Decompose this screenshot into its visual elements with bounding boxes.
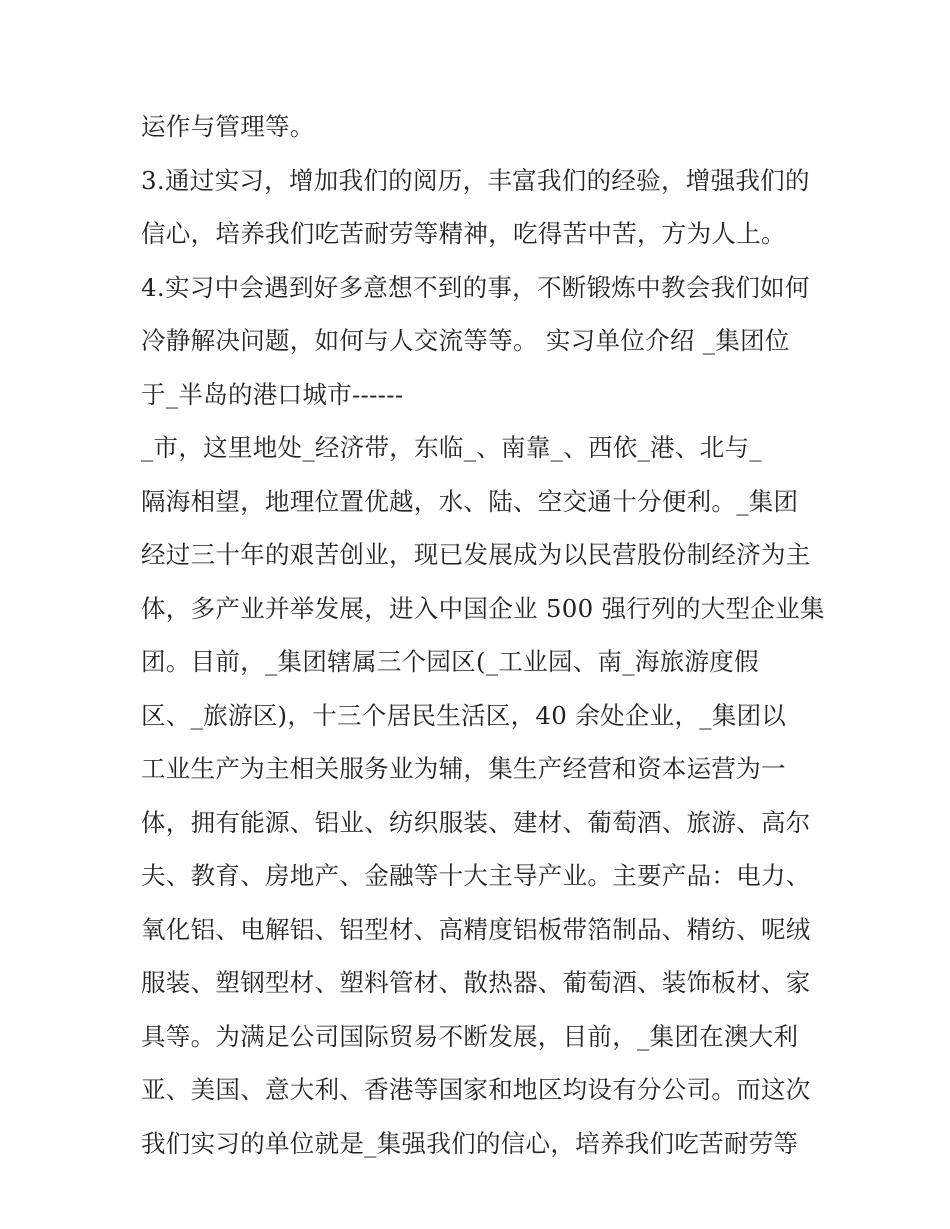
text-line: 我们实习的单位就是_集强我们的信心，培养我们吃苦耐劳等	[141, 1128, 799, 1158]
text-line: 经过三十年的艰苦创业，现已发展成为以民营股份制经济为主	[141, 540, 811, 569]
text-line: _市，这里地处_经济带，东临_、南靠_、西依_港、北与_	[141, 433, 762, 462]
text-line: 体，多产业并举发展，进入中国企业 500 强行列的大型企业集	[141, 593, 825, 623]
text-line: 3.通过实习，增加我们的阅历，丰富我们的经验，增强我们的	[141, 165, 810, 195]
document-body	[141, 107, 825, 1177]
text-line: 区、_旅游区)，十三个居民生活区，40 余处企业，_集团以	[141, 700, 787, 730]
text-line: 夫、教育、房地产、金融等十大主导产业。主要产品：电力、	[141, 861, 811, 890]
text-line: 隔海相望，地理位置优越，水、陆、空交通十分便利。_集团	[141, 486, 799, 516]
text-line: 工业生产为主相关服务业为辅，集生产经营和资本运营为一	[141, 754, 786, 783]
text-line: 体，拥有能源、铝业、纺织服装、建材、葡萄酒、旅游、高尔	[141, 807, 811, 837]
text-line: 具等。为满足公司国际贸易不断发展，目前，_集团在澳大利	[141, 1021, 799, 1051]
text-line: 运作与管理等。	[141, 112, 315, 141]
text-line: 亚、美国、意大利、香港等国家和地区均设有分公司。而这次	[141, 1075, 811, 1104]
text-line: 氧化铝、电解铝、铝型材、高精度铝板带箔制品、精纺、呢绒	[141, 914, 811, 944]
text-line: 于_半岛的港口城市------	[141, 379, 404, 409]
text-line: 信心，培养我们吃苦耐劳等精神，吃得苦中苦，方为人上。	[141, 219, 786, 248]
text-line: 团。目前，_集团辖属三个园区(_工业园、南_海旅游度假	[141, 647, 759, 676]
text-line: 服装、塑钢型材、塑料管材、散热器、葡萄酒、装饰板材、家	[141, 968, 811, 997]
text-line: 冷静解决问题，如何与人交流等等。 实习单位介绍 _集团位	[141, 326, 790, 355]
text-line: 4.实习中会遇到好多意想不到的事，不断锻炼中教会我们如何	[141, 272, 810, 302]
